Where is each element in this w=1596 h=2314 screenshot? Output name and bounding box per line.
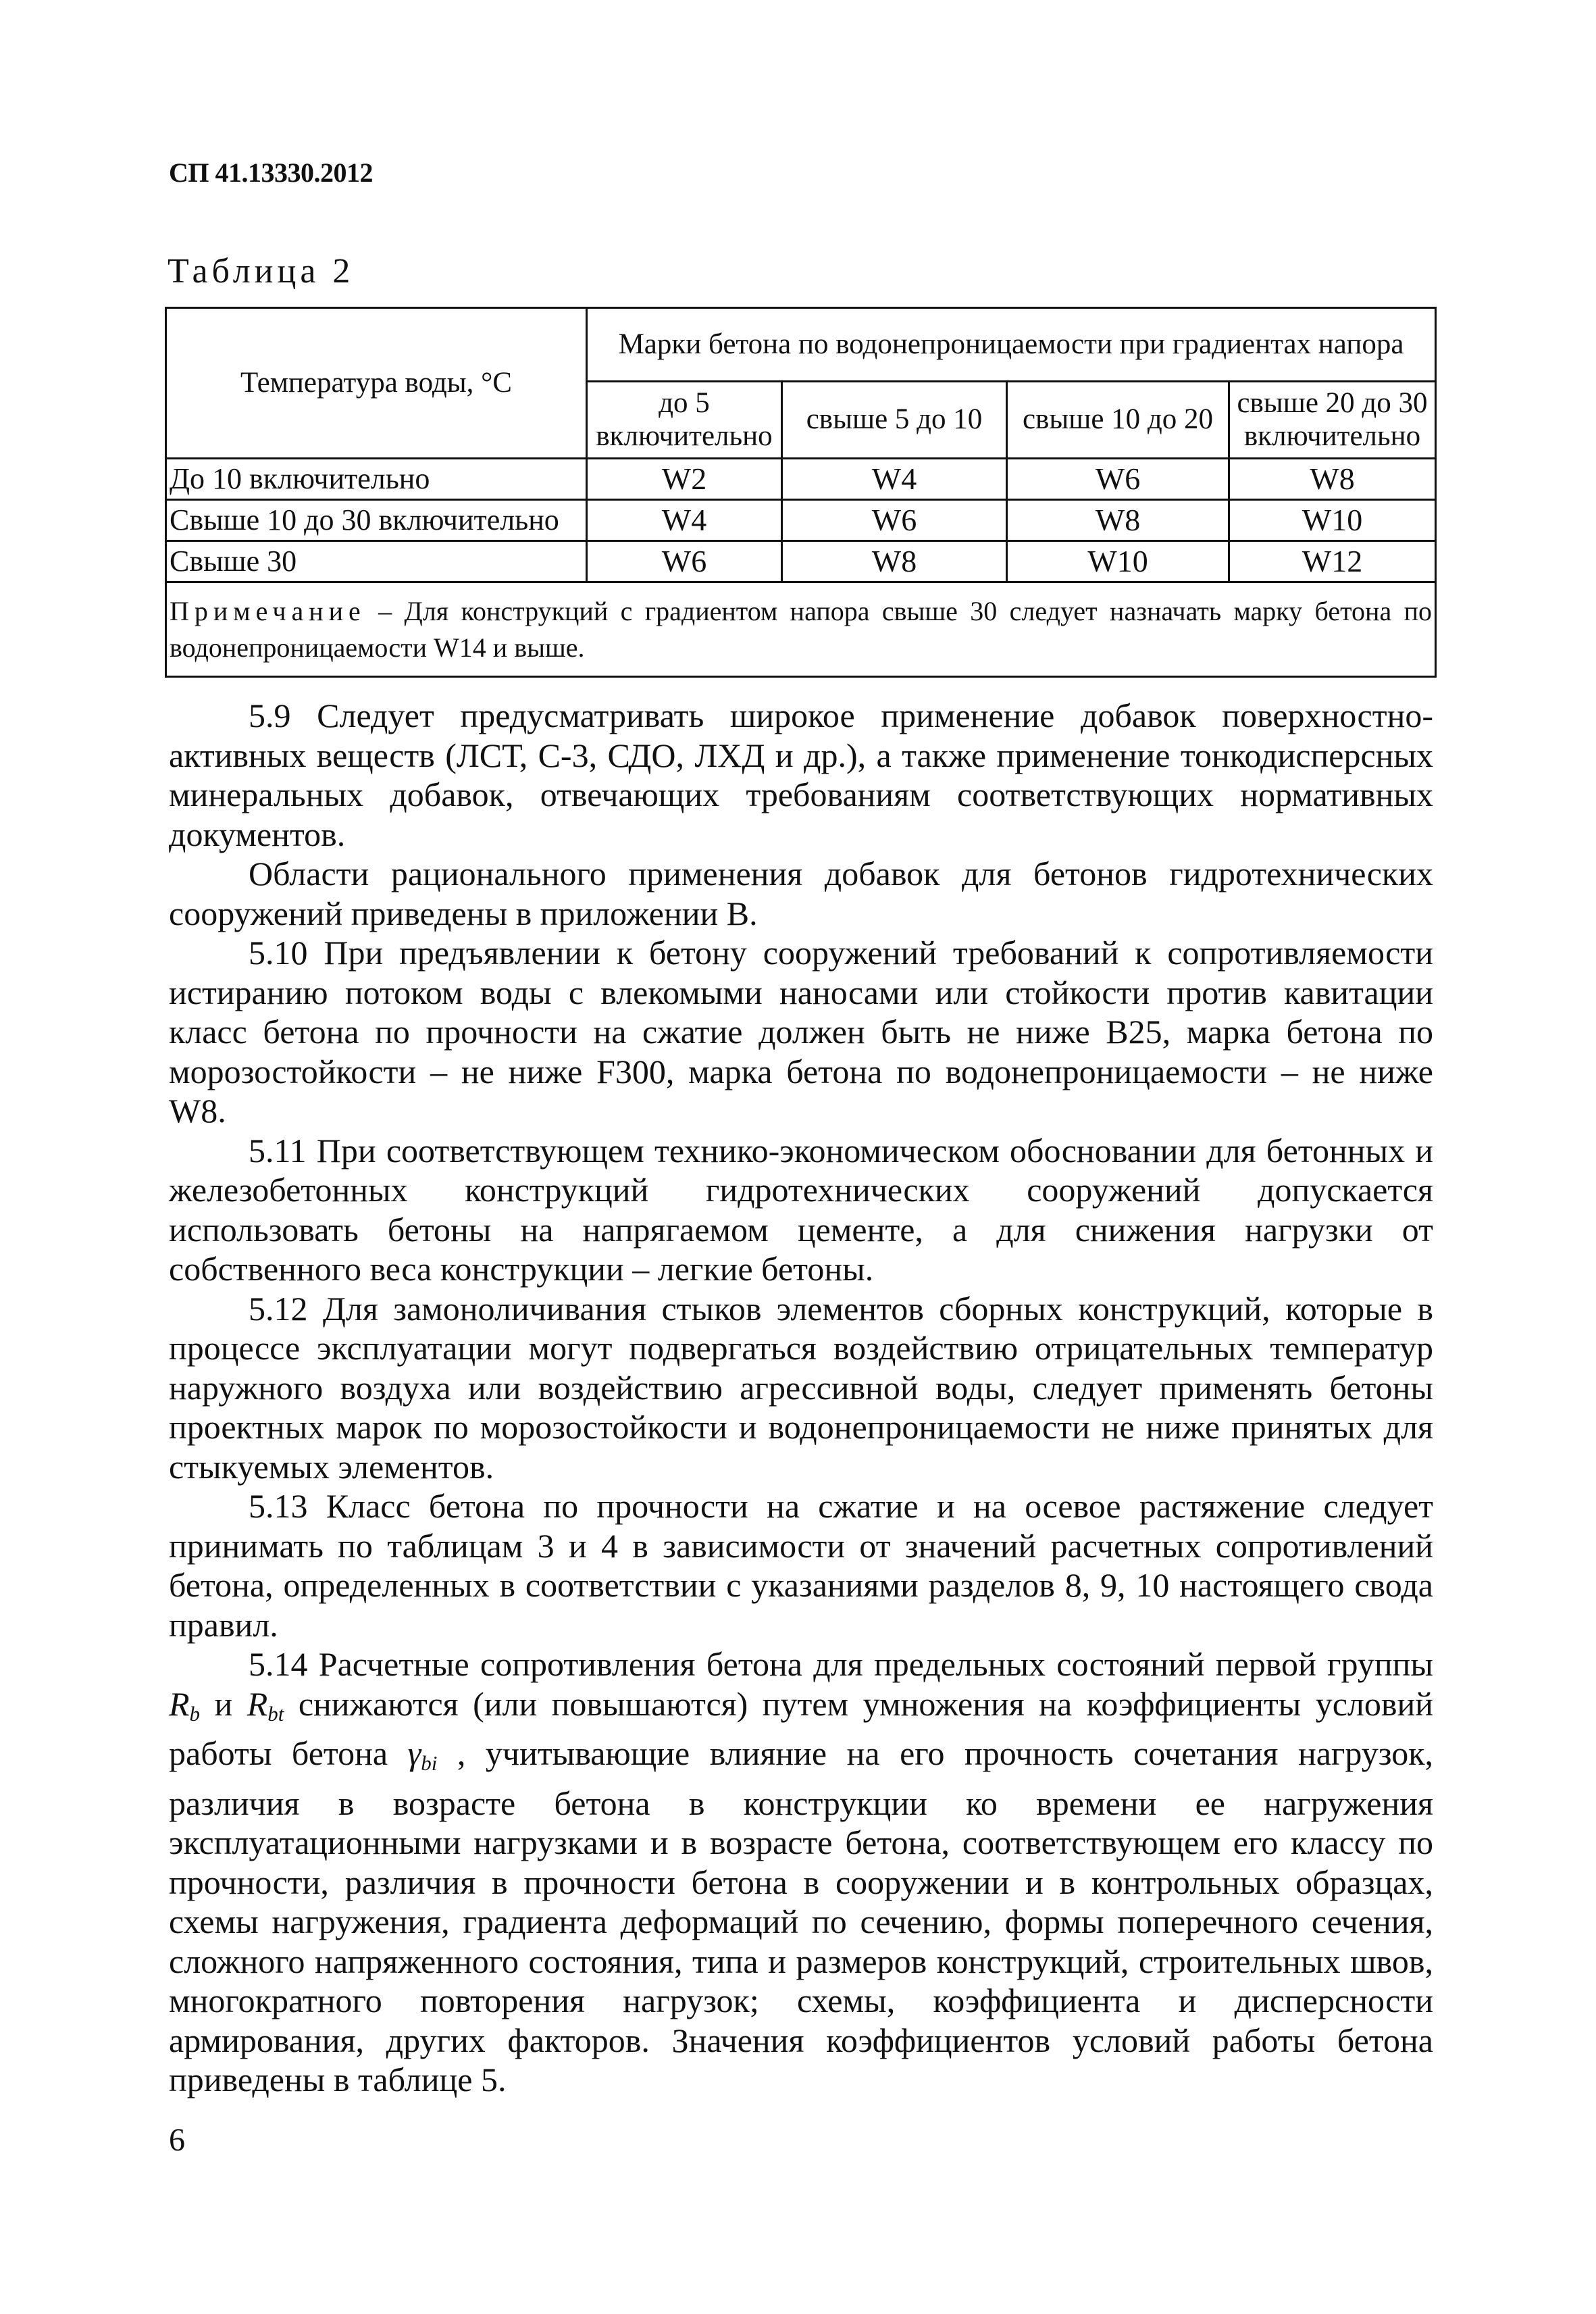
conjunction: и xyxy=(214,1684,233,1723)
paragraph-5-9: 5.9 Следует предусматривать широкое применение добавок поверхностно-активных веществ (ЛСТ, С-3, СДО, ЛХД и др.), а также применение тонкодисперсных минеральных добавок, отвечающих требованиям соответствующих нормативных документов. xyxy=(169,697,1433,853)
table-note-row xyxy=(166,582,1436,677)
table-cell: W6 xyxy=(587,541,782,582)
row-label: Свыше 10 до 30 включительно xyxy=(166,500,587,541)
paragraph-5-12: 5.12 Для замоноличивания стыков элементов сборных конструкций, которые в процессе эксплуатации могут подвергаться воздействию отрицательных температур наружного воздуха или воздействию агрессивной воды, следует применять бетоны проектных марок по морозостойкости и водонепроницаемости не ниже принятых для стыкуемых элементов. xyxy=(169,1289,1433,1486)
table-cell: W4 xyxy=(587,500,782,541)
symbol-gamma-bi: $\gamma_{bi}$ xyxy=(407,1734,438,1775)
temperature-header: Температура воды, °С xyxy=(166,308,587,459)
table-row xyxy=(166,500,1436,541)
paragraph-5-14-start: 5.14 Расчетные сопротивления бетона для предельных состояний первой группы xyxy=(249,1645,1433,1683)
table-cell: W6 xyxy=(1007,459,1229,500)
table-cell: W6 xyxy=(782,500,1007,541)
table-cell: W8 xyxy=(782,541,1007,582)
table-cell: W8 xyxy=(1229,459,1436,500)
symbol-rbt: $R_{bt}$ xyxy=(247,1684,284,1726)
table-cell: W4 xyxy=(782,459,1007,500)
page-number: 6 xyxy=(169,2122,185,2158)
table-cell: W10 xyxy=(1229,500,1436,541)
water-permeability-table xyxy=(165,307,1437,678)
table-header-row xyxy=(166,308,1436,382)
paragraph-5-14-end: , учитывающие влияние на его прочность сочетания нагрузок, различия в возрасте бетона в конструкции ко времени ее нагружения эксплуатационными нагрузками и в возрасте бетона, соответствующем его классу по прочности, различия в прочности бетона в сооружении и в контрольных образцах, схемы нагружения, градиента деформаций по сечению, формы поперечного сечения, сложного напряженного состояния, типа и размеров конструкций, строительных швов, многократного повторения нагрузок; схемы, коэффициента и дисперсности армирования, других факторов. Значения коэффициентов условий работы бетона приведены в таблице 5. xyxy=(169,1734,1433,2098)
document-code: СП 41.13330.2012 xyxy=(169,157,373,188)
gradient-header: свыше 20 до 30 включительно xyxy=(1229,382,1436,459)
table-caption: Таблица 2 xyxy=(168,252,355,291)
note-label: Примечание xyxy=(170,595,366,626)
note-text: – Для конструкций с градиентом напора свыше 30 следует назначать марку бетона по водонепроницаемости W14 и выше. xyxy=(170,595,1432,663)
table-cell: W10 xyxy=(1007,541,1229,582)
paragraph-5-14 xyxy=(169,1644,1433,2100)
paragraph-5-14-middle: снижаются (или повышаются) путем умножения на коэффициенты условий работы бетона xyxy=(169,1684,1433,1772)
row-label: Свыше 30 xyxy=(166,541,587,582)
symbol-rb: $R_b$ xyxy=(169,1684,201,1726)
paragraph-5-10: 5.10 При предъявлении к бетону сооружений требований к сопротивляемости истиранию потоком воды с влекомыми наносами или стойкости против кавитации класс бетона по прочности на сжатие должен быть не ниже В25, марка бетона по морозостойкости – не ниже F300, марка бетона по водонепроницаемости – не ниже W8. xyxy=(169,934,1433,1130)
body-text xyxy=(169,696,1433,2100)
table-row xyxy=(166,541,1436,582)
paragraph-5-11: 5.11 При соответствующем технико-экономическом обосновании для бетонных и железобетонных конструкций гидротехнических сооружений допускается использовать бетоны на напрягаемом цементе, а для снижения нагрузки от собственного веса конструкции – легкие бетоны. xyxy=(169,1131,1433,1288)
paragraph-additives: Области рационального применения добавок для бетонов гидротехнических сооружений приведены в приложении В. xyxy=(169,855,1433,932)
row-label: До 10 включительно xyxy=(166,459,587,500)
gradient-header: свыше 5 до 10 xyxy=(782,382,1007,459)
paragraph-5-13: 5.13 Класс бетона по прочности на сжатие и на осевое растяжение следует принимать по таблицам 3 и 4 в зависимости от значений расчетных сопротивлений бетона, определенных в соответствии с указаниями разделов 8, 9, 10 настоящего свода правил. xyxy=(169,1487,1433,1644)
table-note xyxy=(166,582,1436,677)
gradient-header: до 5 включительно xyxy=(587,382,782,459)
table-cell: W8 xyxy=(1007,500,1229,541)
table-cell: W12 xyxy=(1229,541,1436,582)
grade-group-header: Марки бетона по водонепроницаемости при градиентах напора xyxy=(587,308,1436,382)
table-cell: W2 xyxy=(587,459,782,500)
gradient-header: свыше 10 до 20 xyxy=(1007,382,1229,459)
table-row xyxy=(166,459,1436,500)
